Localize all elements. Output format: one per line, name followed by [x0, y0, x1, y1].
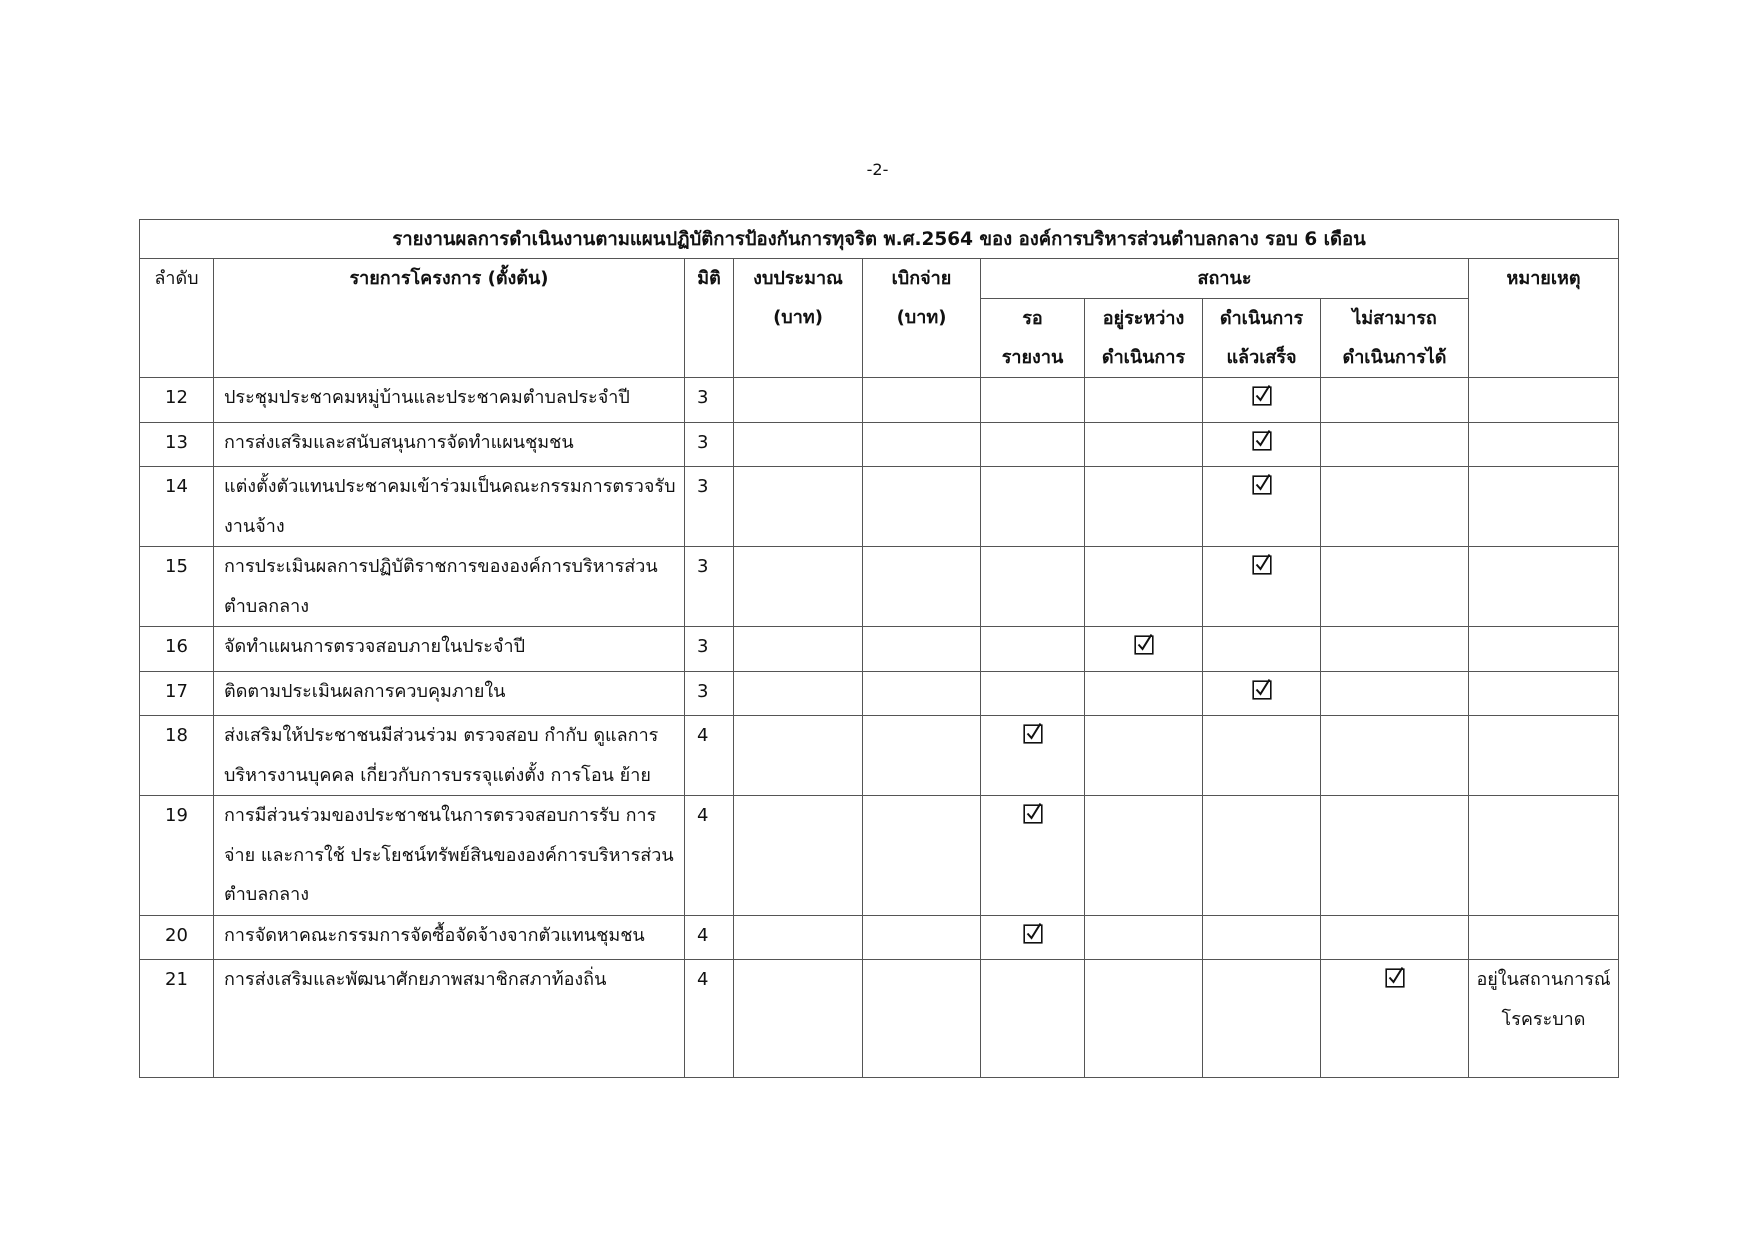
- checked-box-icon: [1023, 801, 1043, 825]
- row-status-unable: [1321, 378, 1469, 423]
- row-status-inprogress: [1085, 716, 1203, 796]
- row-status-unable: [1321, 960, 1469, 1078]
- row-project: ประชุมประชาคมหมู่บ้านและประชาคมตำบลประจำปี: [214, 378, 685, 423]
- header-status-completed: [1203, 299, 1321, 378]
- row-budget: [734, 716, 863, 796]
- row-project: การประเมินผลการปฏิบัติราชการขององค์การบริหารส่วนตำบลกลาง: [214, 547, 685, 627]
- table-row: [140, 378, 1619, 423]
- header-status: [981, 259, 1469, 299]
- header-disburse-line2: (บาท): [896, 307, 947, 328]
- row-status-inprogress: [1085, 627, 1203, 672]
- row-remark: [1469, 547, 1619, 627]
- header-status-pending-line1: รอ: [1022, 308, 1043, 329]
- checked-box-icon: [1134, 632, 1154, 656]
- row-status-unable: [1321, 716, 1469, 796]
- row-status-completed: [1203, 796, 1321, 916]
- table-row: [140, 915, 1619, 960]
- row-remark: อยู่ในสถานการณ์โรคระบาด: [1469, 960, 1619, 1078]
- row-status-unable: [1321, 627, 1469, 672]
- header-status-label: สถานะ: [1197, 268, 1252, 289]
- row-status-pending: [981, 547, 1085, 627]
- row-status-pending: [981, 467, 1085, 547]
- table-row: [140, 796, 1619, 916]
- table-row: [140, 422, 1619, 467]
- row-status-completed: [1203, 671, 1321, 716]
- row-number: 16: [140, 627, 214, 672]
- header-status-completed-line1: ดำเนินการ: [1219, 308, 1304, 329]
- row-status-inprogress: [1085, 422, 1203, 467]
- row-status-unable: [1321, 422, 1469, 467]
- row-disburse: [863, 796, 981, 916]
- row-status-pending: [981, 422, 1085, 467]
- row-budget: [734, 960, 863, 1078]
- header-dimension-label: มิติ: [697, 268, 721, 289]
- page-number: -2-: [866, 160, 889, 179]
- checked-box-icon: [1023, 921, 1043, 945]
- header-no-label: ลำดับ: [154, 268, 199, 289]
- row-budget: [734, 467, 863, 547]
- row-budget: [734, 671, 863, 716]
- checked-box-icon: [1252, 677, 1272, 701]
- row-dimension: 4: [685, 915, 734, 960]
- row-dimension: 3: [685, 422, 734, 467]
- row-status-inprogress: [1085, 467, 1203, 547]
- header-dimension: [685, 259, 734, 378]
- header-no: [140, 259, 214, 378]
- row-number: 12: [140, 378, 214, 423]
- row-dimension: 3: [685, 671, 734, 716]
- header-project-label: รายการโครงการ (ตั้งต้น): [349, 268, 549, 289]
- row-project: การส่งเสริมและพัฒนาศักยภาพสมาชิกสภาท้องถิ่น: [214, 960, 685, 1078]
- checked-box-icon: [1252, 472, 1272, 496]
- header-status-unable-line2: ดำเนินการได้: [1342, 347, 1447, 368]
- row-status-pending: [981, 627, 1085, 672]
- header-status-inprogress-line1: อยู่ระหว่าง: [1102, 308, 1185, 329]
- row-status-unable: [1321, 547, 1469, 627]
- row-remark: [1469, 627, 1619, 672]
- row-disburse: [863, 378, 981, 423]
- row-disburse: [863, 960, 981, 1078]
- row-remark: [1469, 796, 1619, 916]
- report-body: [140, 378, 1619, 1078]
- row-remark: [1469, 716, 1619, 796]
- header-status-unable-line1: ไม่สามารถ: [1352, 308, 1437, 329]
- table-row: [140, 960, 1619, 1078]
- row-status-pending: [981, 716, 1085, 796]
- row-status-unable: [1321, 671, 1469, 716]
- row-budget: [734, 378, 863, 423]
- checked-box-icon: [1252, 552, 1272, 576]
- header-budget: [734, 259, 863, 378]
- header-status-pending-line2: รายงาน: [1001, 347, 1064, 368]
- header-remark: [1469, 259, 1619, 378]
- row-status-unable: [1321, 915, 1469, 960]
- row-dimension: 4: [685, 960, 734, 1078]
- row-budget: [734, 796, 863, 916]
- row-disburse: [863, 716, 981, 796]
- row-project: การส่งเสริมและสนับสนุนการจัดทำแผนชุมชน: [214, 422, 685, 467]
- checked-box-icon: [1023, 721, 1043, 745]
- row-status-inprogress: [1085, 915, 1203, 960]
- row-project: ติดตามประเมินผลการควบคุมภายใน: [214, 671, 685, 716]
- row-status-completed: [1203, 716, 1321, 796]
- row-status-unable: [1321, 796, 1469, 916]
- row-number: 20: [140, 915, 214, 960]
- row-status-completed: [1203, 915, 1321, 960]
- header-disburse-line1: เบิกจ่าย: [891, 268, 952, 289]
- row-project: แต่งตั้งตัวแทนประชาคมเข้าร่วมเป็นคณะกรรมการตรวจรับงานจ้าง: [214, 467, 685, 547]
- row-status-completed: [1203, 960, 1321, 1078]
- table-row: [140, 627, 1619, 672]
- row-status-inprogress: [1085, 378, 1203, 423]
- row-status-completed: [1203, 378, 1321, 423]
- row-status-unable: [1321, 467, 1469, 547]
- header-budget-line2: (บาท): [773, 307, 823, 328]
- header-remark-label: หมายเหตุ: [1506, 268, 1581, 289]
- row-dimension: 3: [685, 547, 734, 627]
- checked-box-icon: [1252, 383, 1272, 407]
- header-budget-line1: งบประมาณ: [753, 268, 843, 289]
- row-dimension: 3: [685, 378, 734, 423]
- table-row: [140, 467, 1619, 547]
- row-status-inprogress: [1085, 671, 1203, 716]
- row-number: 15: [140, 547, 214, 627]
- header-status-unable: [1321, 299, 1469, 378]
- table-row: [140, 547, 1619, 627]
- checked-box-icon: [1385, 965, 1405, 989]
- row-disburse: [863, 671, 981, 716]
- table-row: [140, 716, 1619, 796]
- row-status-completed: [1203, 547, 1321, 627]
- row-disburse: [863, 422, 981, 467]
- row-status-completed: [1203, 627, 1321, 672]
- row-status-pending: [981, 960, 1085, 1078]
- row-number: 13: [140, 422, 214, 467]
- row-status-inprogress: [1085, 547, 1203, 627]
- header-status-inprogress: [1085, 299, 1203, 378]
- row-dimension: 4: [685, 716, 734, 796]
- row-budget: [734, 547, 863, 627]
- report-table: [139, 219, 1619, 1078]
- row-project: ส่งเสริมให้ประชาชนมีส่วนร่วม ตรวจสอบ กำกับ ดูแลการบริหารงานบุคคล เกี่ยวกับการบรรจุแต่งตั้ง การโอน ย้าย: [214, 716, 685, 796]
- row-project: จัดทำแผนการตรวจสอบภายในประจำปี: [214, 627, 685, 672]
- header-disburse: [863, 259, 981, 378]
- header-status-inprogress-line2: ดำเนินการ: [1101, 347, 1186, 368]
- row-number: 19: [140, 796, 214, 916]
- row-number: 14: [140, 467, 214, 547]
- header-status-pending: [981, 299, 1085, 378]
- row-remark: [1469, 422, 1619, 467]
- header-project: [214, 259, 685, 378]
- row-status-completed: [1203, 467, 1321, 547]
- header-status-completed-line2: แล้วเสร็จ: [1226, 347, 1297, 368]
- checked-box-icon: [1252, 428, 1272, 452]
- row-status-pending: [981, 796, 1085, 916]
- row-dimension: 3: [685, 467, 734, 547]
- row-disburse: [863, 627, 981, 672]
- row-budget: [734, 422, 863, 467]
- row-disburse: [863, 547, 981, 627]
- row-status-pending: [981, 671, 1085, 716]
- table-row: [140, 671, 1619, 716]
- row-status-completed: [1203, 422, 1321, 467]
- row-disburse: [863, 915, 981, 960]
- row-status-pending: [981, 378, 1085, 423]
- row-remark: [1469, 671, 1619, 716]
- row-status-pending: [981, 915, 1085, 960]
- row-status-inprogress: [1085, 960, 1203, 1078]
- row-project: การมีส่วนร่วมของประชาชนในการตรวจสอบการรับ การจ่าย และการใช้ ประโยชน์ทรัพย์สินขององค์การบริหารส่วนตำบลกลาง: [214, 796, 685, 916]
- row-remark: [1469, 915, 1619, 960]
- row-dimension: 3: [685, 627, 734, 672]
- row-status-inprogress: [1085, 796, 1203, 916]
- row-number: 17: [140, 671, 214, 716]
- row-budget: [734, 915, 863, 960]
- row-dimension: 4: [685, 796, 734, 916]
- row-disburse: [863, 467, 981, 547]
- row-remark: [1469, 378, 1619, 423]
- row-remark: [1469, 467, 1619, 547]
- row-budget: [734, 627, 863, 672]
- row-number: 18: [140, 716, 214, 796]
- row-number: 21: [140, 960, 214, 1078]
- report-title: รายงานผลการดำเนินงานตามแผนปฏิบัติการป้องกันการทุจริต พ.ศ.2564 ของ องค์การบริหารส่วนตำบลกลาง รอบ 6 เดือน: [140, 220, 1619, 259]
- row-project: การจัดหาคณะกรรมการจัดซื้อจัดจ้างจากตัวแทนชุมชน: [214, 915, 685, 960]
